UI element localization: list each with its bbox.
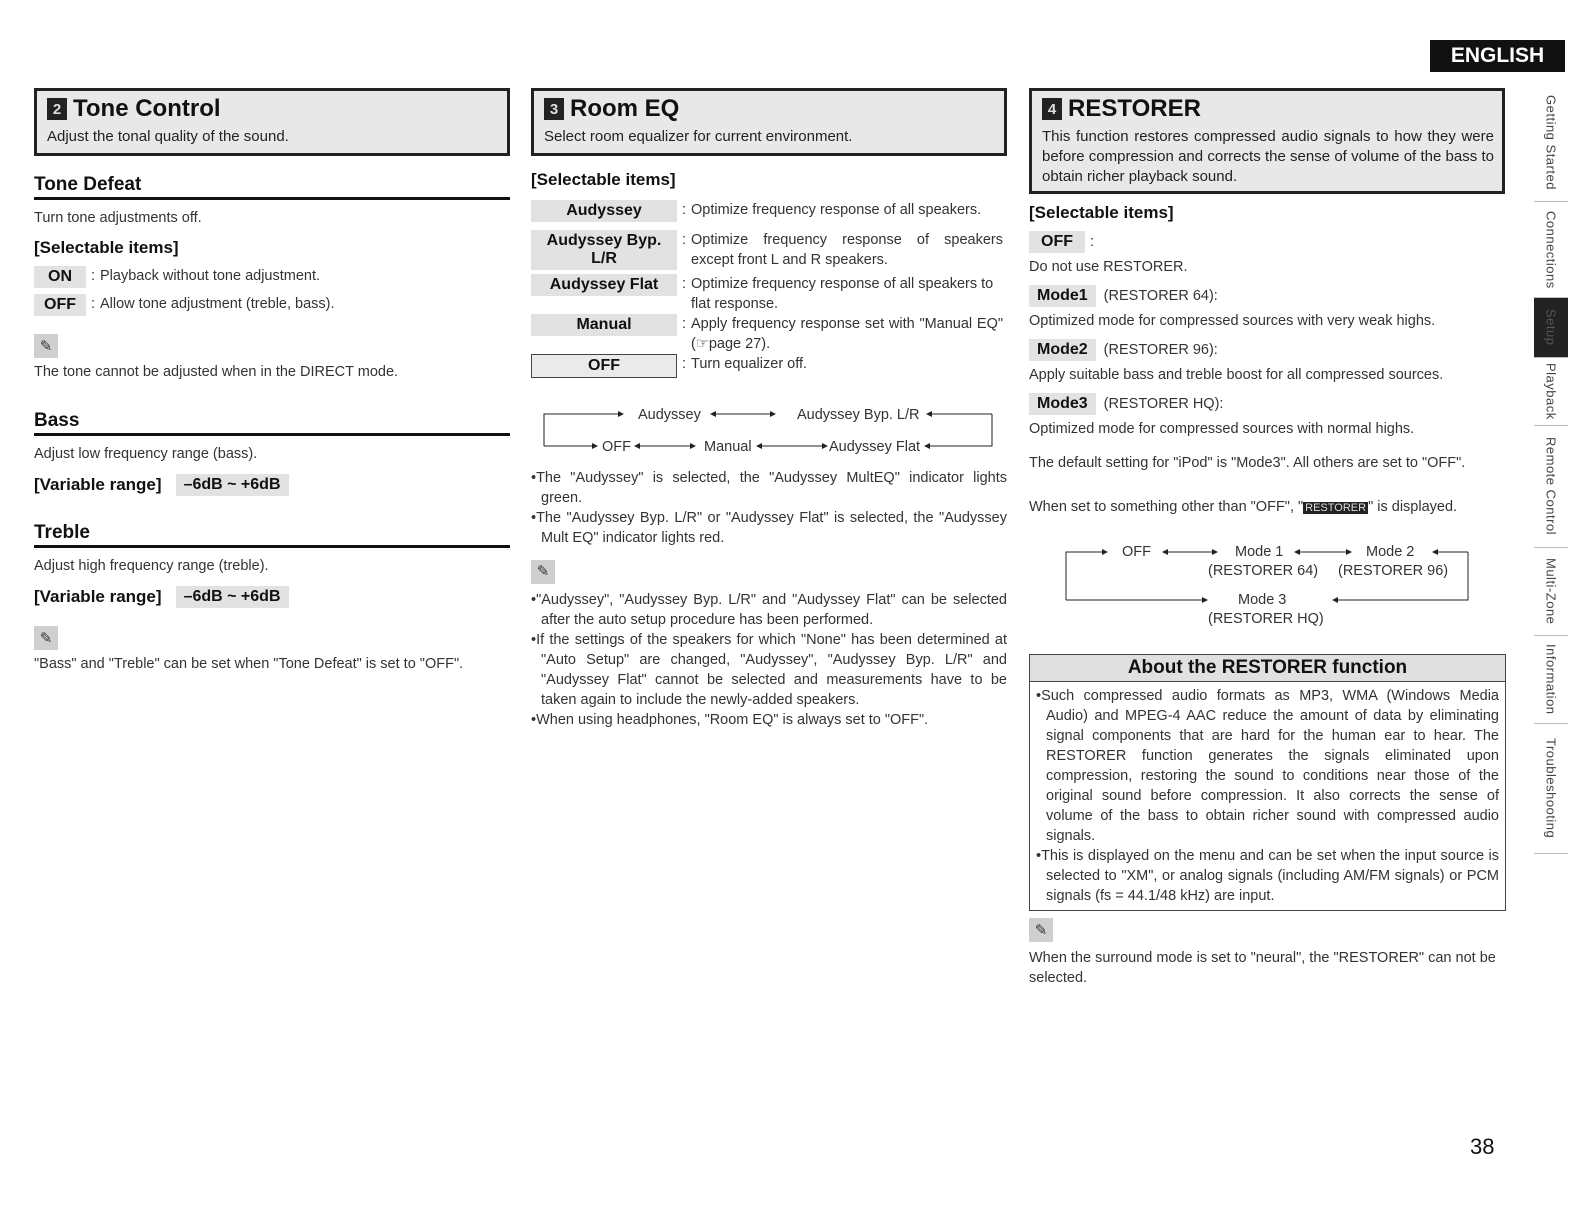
variable-range-value: –6dB ~ +6dB [176,474,289,496]
room-eq-item: OFF : Turn equalizer off. [531,354,1007,378]
mode-sub: (RESTORER 96): [1103,342,1218,358]
cycle-mode2: Mode 2 [1366,544,1415,560]
section-title: RESTORER [1068,95,1201,122]
restorer-cycle-diagram [1062,540,1472,630]
mode-label: Mode3 [1029,393,1096,415]
mode-label: Mode2 [1029,339,1096,361]
item-desc: Do not use RESTORER. [1029,259,1188,275]
section-number-badge: 4 [1042,98,1062,120]
cycle-mode3: Mode 3 [1238,592,1287,608]
bullet-item: •The "Audyssey" is selected, the "Audyssey MultEQ" indicator lights green. [531,470,1007,506]
variable-range-value: –6dB ~ +6dB [176,586,289,608]
item-desc: Optimize frequency response of all speakers. [691,202,982,218]
section-description: Adjust the tonal quality of the sound. [47,128,289,145]
default-setting-text: The default setting for "iPod" is "Mode3". All others are set to "OFF". [1029,455,1466,471]
restorer-note [1029,918,1505,988]
note-item: •If the settings of the speakers for which "None" has been determined at "Auto Setup" are changed, "Audyssey", "Audyssey Byp. L/R" and "Audyssey Flat" cannot be selected and measurements have to be taken again to include the newly-added speakers. [531,632,1007,708]
note-pencil-icon: ✎ [34,334,58,358]
bass-desc: Adjust low frequency range (bass). [34,446,258,462]
selectable-items-label: [Selectable items] [34,238,179,257]
treble-section [34,522,510,674]
restorer-header [1029,88,1505,194]
restorer-items: [Selectable items] OFF : Do not use RESTORER. Mode1 (RESTORER 64): Optimized mode for compressed sources with very weak highs. Mode2 (RESTORER 96): Apply suitable bass and treble boost for all compressed sources. Mode3 (RESTORER HQ): Optimized mode for compressed sources with normal highs. The default setting for "iPod" is "Mode3". All others are set to "OFF". When set to something other than "OFF", " RESTORER " is displayed. [1029,203,1505,518]
room-eq-item: Audyssey Flat : Optimize frequency response of all speakers to flat response. [531,274,1007,314]
cycle-manual: Manual [704,439,752,455]
section-title: Room EQ [570,95,680,122]
cycle-mode1-sub: (RESTORER 64) [1208,563,1319,579]
display-text: When set to something other than "OFF", " RESTORER " is displayed. [1029,499,1458,515]
tone-defeat-section [34,174,510,382]
tone-control-header [34,88,510,156]
room-eq-items [531,170,1007,378]
mode-desc: Apply suitable bass and treble boost for all compressed sources. [1029,367,1444,383]
cycle-mode3-sub: (RESTORER HQ) [1208,611,1324,627]
item-desc: Playback without tone adjustment. [100,268,321,284]
side-tab-setup[interactable]: Setup [1534,298,1568,358]
cycle-audyssey-flat: Audyssey Flat [829,439,921,455]
tone-defeat-heading: Tone Defeat [34,174,510,200]
item-label: Audyssey [531,200,677,222]
selectable-items-label: [Selectable items] [1029,203,1174,222]
mode-desc: Optimized mode for compressed sources with normal highs. [1029,421,1415,437]
tone-defeat-note: The tone cannot be adjusted when in the DIRECT mode. [34,364,399,380]
item-label: Manual [531,314,677,336]
side-tab-connections[interactable]: Connections [1534,202,1568,298]
section-number-badge: 3 [544,98,564,120]
note-item: •When using headphones, "Room EQ" is always set to "OFF". [531,712,929,728]
room-eq-item: Audyssey : Optimize frequency response of all speakers. [531,200,1007,222]
section-description: Select room equalizer for current environment. [544,128,853,145]
side-tab-troubleshooting[interactable]: Troubleshooting [1534,724,1568,854]
cycle-mode1: Mode 1 [1235,544,1284,560]
note-item: •"Audyssey", "Audyssey Byp. L/R" and "Audyssey Flat" can be selected after the auto setup procedure has been performed. [531,592,1007,628]
item-desc: Apply frequency response set with "Manual EQ" (☞page 27). [691,316,1003,352]
side-tab-information[interactable]: Information [1534,636,1568,724]
cycle-audyssey: Audyssey [638,407,701,423]
section-description: This function restores compressed audio signals to how they were before compression and corrects the sense of volume of the bass to obtain richer playback sound. [1042,128,1494,185]
side-tab-remote-control[interactable]: Remote Control [1534,426,1568,548]
tone-control-note: "Bass" and "Treble" can be set when "Tone Defeat" is set to "OFF". [34,656,464,672]
side-tab-getting-started[interactable]: Getting Started [1534,84,1568,202]
restorer-note-text: When the surround mode is set to "neural", the "RESTORER" can not be selected. [1029,950,1496,986]
side-tab-playback[interactable]: Playback [1534,358,1568,426]
bass-section [34,410,510,496]
mode-sub: (RESTORER 64): [1103,288,1218,304]
variable-range-label: [Variable range] [34,475,162,494]
treble-desc: Adjust high frequency range (treble). [34,558,269,574]
note-pencil-icon: ✎ [34,626,58,650]
cycle-off: OFF [602,439,631,455]
section-title: Tone Control [73,95,221,122]
item-label-selected: OFF [531,354,677,378]
room-eq-header [531,88,1007,156]
restorer-indicator: RESTORER [1305,502,1367,514]
about-restorer-box [1029,654,1506,911]
cycle-mode2-sub: (RESTORER 96) [1338,563,1449,579]
note-pencil-icon: ✎ [1029,918,1053,942]
mode-label: Mode1 [1029,285,1096,307]
mode-desc: Optimized mode for compressed sources with very weak highs. [1029,313,1436,329]
item-desc: Optimize frequency response of all speakers to flat response. [691,276,994,312]
cycle-audyssey-byp: Audyssey Byp. L/R [797,407,920,423]
item-desc: Optimize frequency response of speakers except front L and R speakers. [691,232,1003,268]
item-label: ON [34,266,86,288]
selectable-items-label: [Selectable items] [531,170,676,189]
item-label: Audyssey Flat [531,274,677,296]
tone-defeat-item: ON : Playback without tone adjustment. [34,266,510,288]
item-label: OFF [34,294,86,316]
tone-defeat-item: OFF : Allow tone adjustment (treble, bass). [34,294,510,316]
item-label: Audyssey Byp. L/R [531,230,677,270]
item-desc: Turn equalizer off. [691,356,808,372]
language-tab: ENGLISH [1430,40,1565,72]
room-eq-item: Audyssey Byp. L/R : Optimize frequency response of speakers except front L and R speakers. [531,230,1007,270]
section-number-badge: 2 [47,98,67,120]
about-bullet: •Such compressed audio formats as MP3, WMA (Windows Media Audio) and MPEG-4 AAC reduce the amount of data by eliminating signal components that are hard for the human ear to hear. The RESTORER function generates the signals eliminated upon compression, restoring the sound to conditions near those of the original sound before compression. It also corrects the sense of volume of the bass to obtain richer sound with compressed audio signals. [1036,688,1499,844]
about-bullet: •This is displayed on the menu and can be set when the input source is selected to "XM", or analog signals (including AM/FM signals) or PCM signals (fs = 44.1/48 kHz) are input. [1036,848,1499,904]
item-desc: Allow tone adjustment (treble, bass). [100,296,335,312]
about-heading: About the RESTORER function [1030,655,1505,682]
tone-defeat-desc: Turn tone adjustments off. [34,210,202,226]
room-eq-bullets [531,468,1007,730]
side-tab-multi-zone[interactable]: Multi-Zone [1534,548,1568,636]
page-number: 38 [1470,1134,1495,1159]
item-label: OFF [1029,231,1085,253]
variable-range-label: [Variable range] [34,587,162,606]
cycle-off: OFF [1122,544,1151,560]
room-eq-cycle-diagram [540,402,1000,458]
mode-sub: (RESTORER HQ): [1103,396,1224,412]
room-eq-item: Manual : Apply frequency response set with "Manual EQ" (☞page 27). [531,314,1007,354]
bullet-item: •The "Audyssey Byp. L/R" or "Audyssey Flat" is selected, the "Audyssey Mult EQ" indicator lights red. [531,510,1007,546]
note-pencil-icon: ✎ [531,560,555,584]
bass-heading: Bass [34,410,510,436]
treble-heading: Treble [34,522,510,548]
